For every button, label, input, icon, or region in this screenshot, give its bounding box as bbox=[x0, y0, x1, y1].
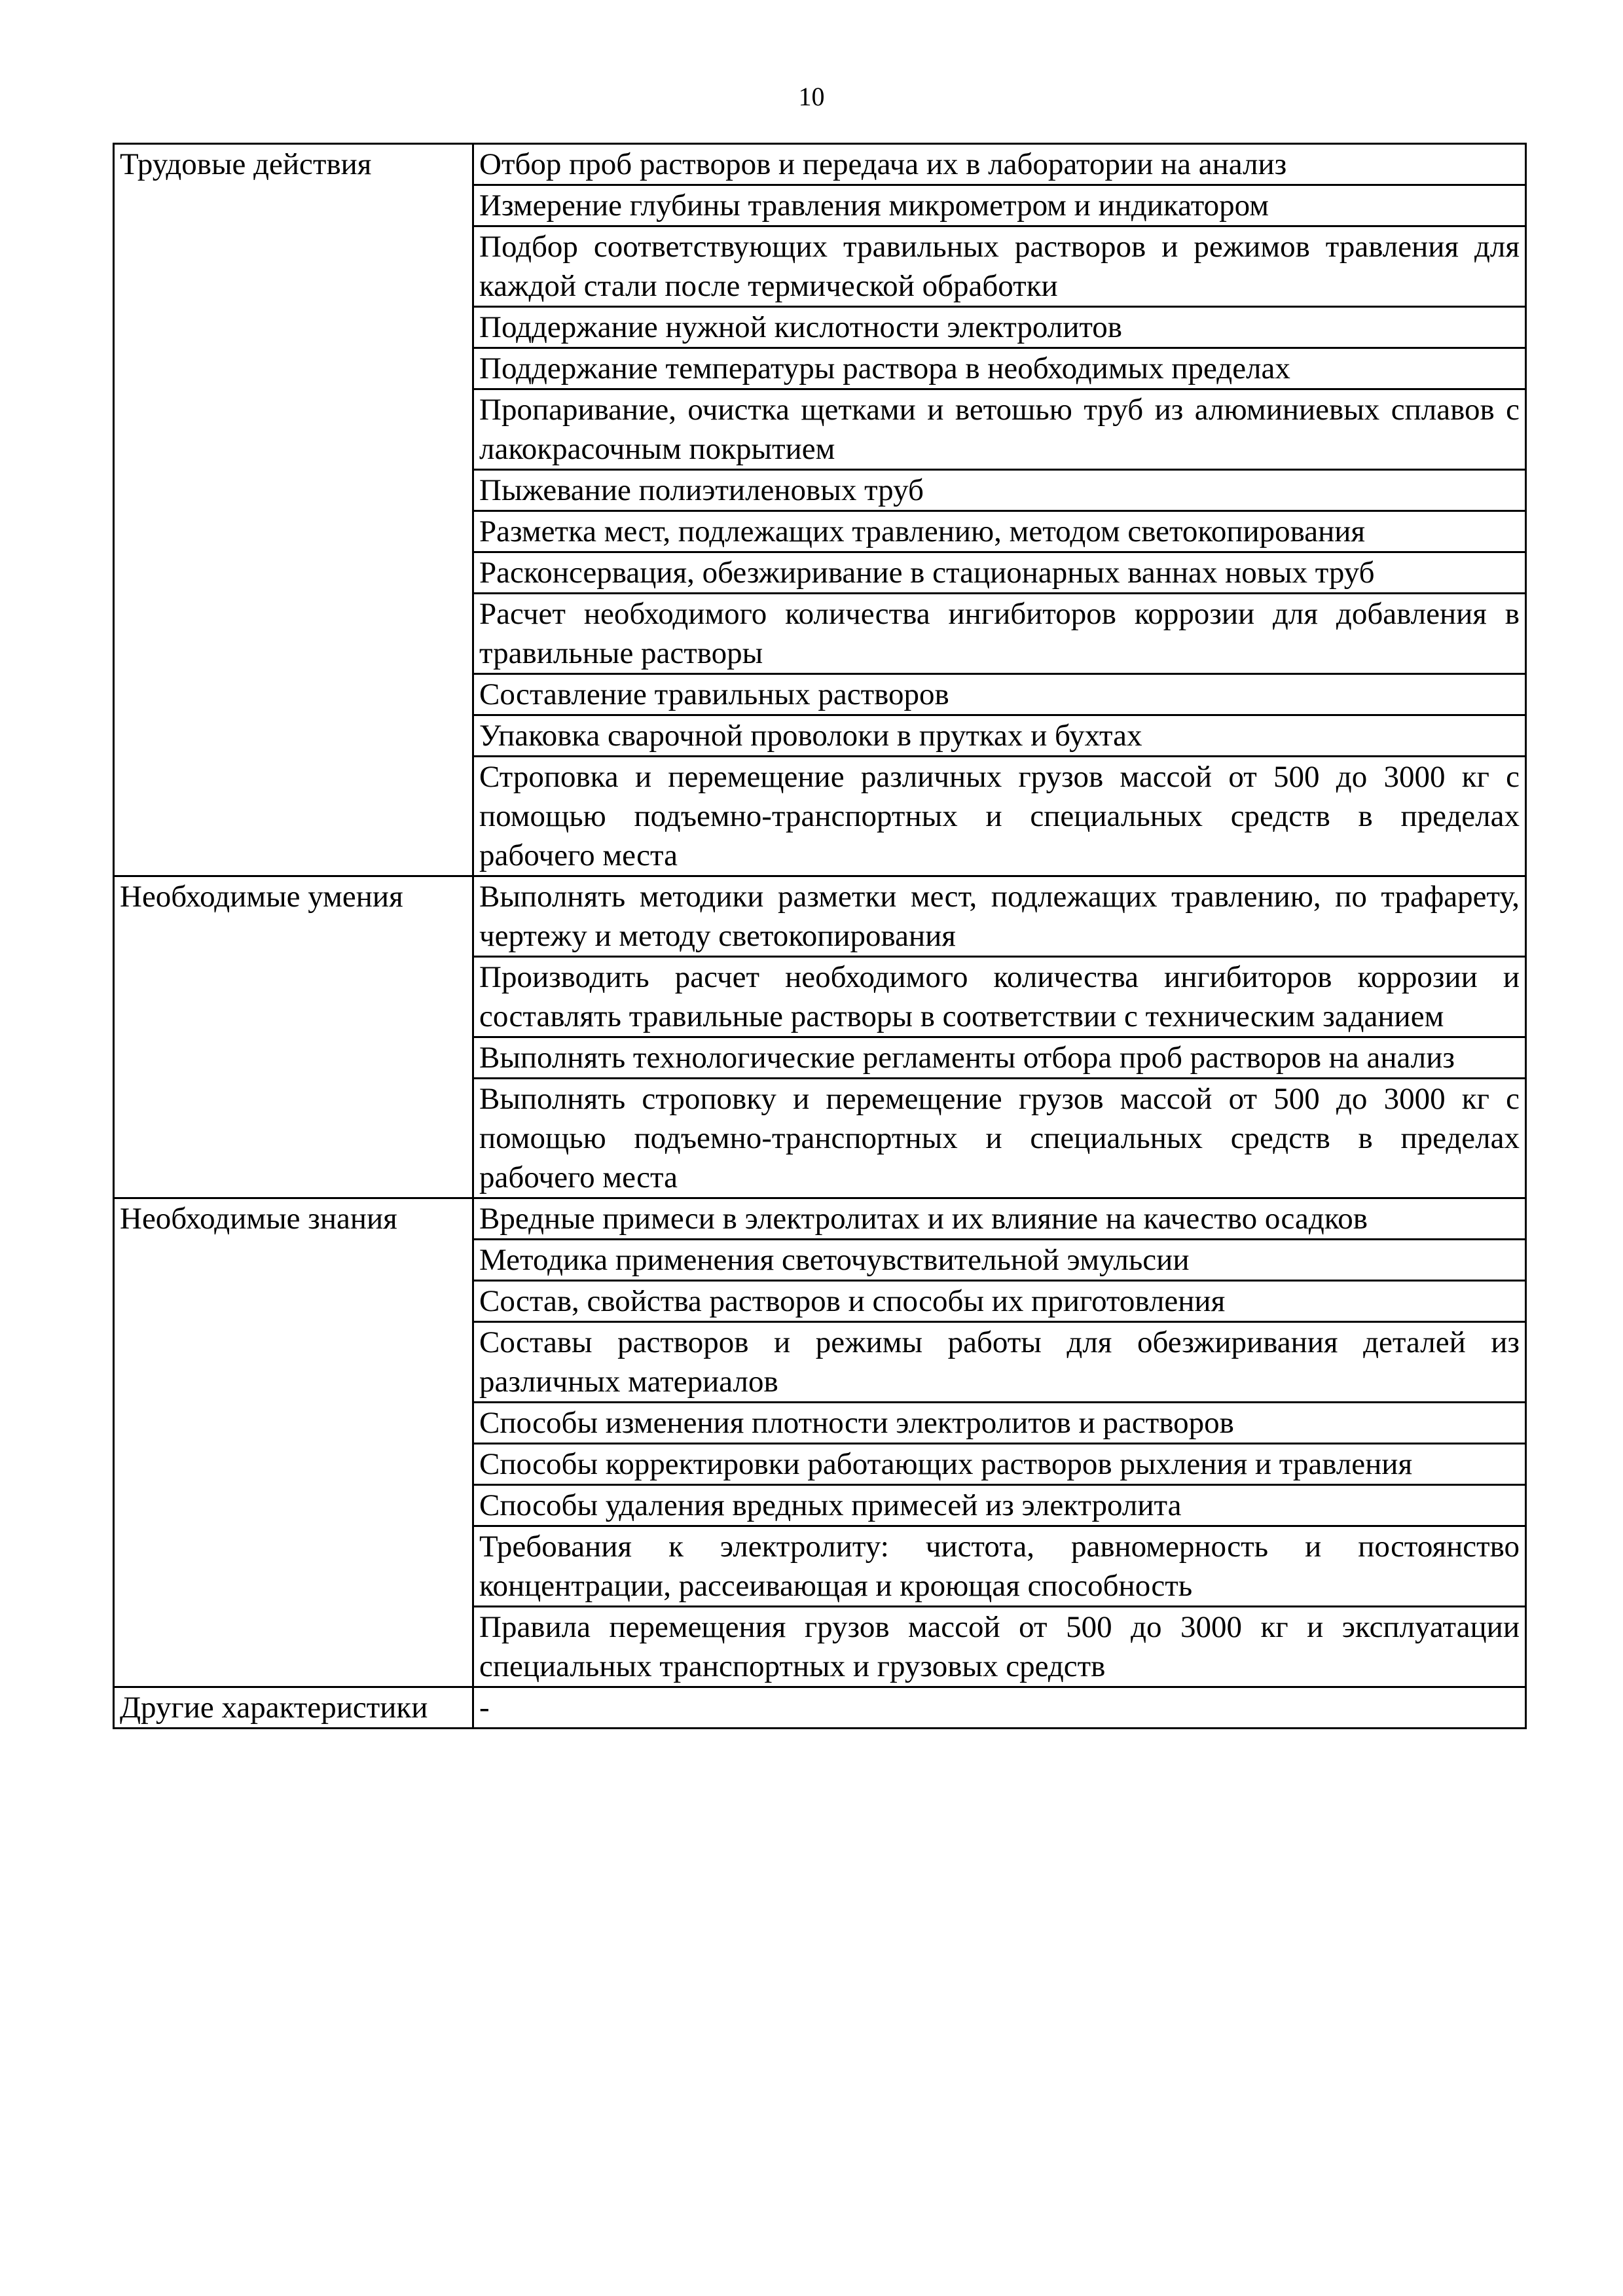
section-item: Составление травильных растворов bbox=[473, 674, 1526, 715]
table-row bbox=[114, 144, 1526, 185]
section-item: Упаковка сварочной проволоки в прутках и бухтах bbox=[473, 715, 1526, 757]
characteristics-table bbox=[113, 143, 1527, 1729]
section-item: Пропаривание, очистка щетками и ветошью труб из алюминиевых сплавов с лакокрасочным покрытием bbox=[473, 389, 1526, 470]
section-item: Разметка мест, подлежащих травлению, методом светокопирования bbox=[473, 511, 1526, 552]
section-item: Пыжевание полиэтиленовых труб bbox=[473, 470, 1526, 511]
section-label: Необходимые знания bbox=[114, 1198, 473, 1687]
section-item: Расконсервация, обезжиривание в стационарных ваннах новых труб bbox=[473, 552, 1526, 594]
section-item: Измерение глубины травления микрометром и индикатором bbox=[473, 185, 1526, 226]
table-row bbox=[114, 1687, 1526, 1729]
section-item: Выполнять методики разметки мест, подлежащих травлению, по трафарету, чертежу и методу светокопирования bbox=[473, 876, 1526, 957]
section-item: Расчет необходимого количества ингибиторов коррозии для добавления в травильные растворы bbox=[473, 594, 1526, 674]
section-item: Строповка и перемещение различных грузов массой от 500 до 3000 кг с помощью подъемно-транспортных и специальных средств в пределах рабочего места bbox=[473, 757, 1526, 876]
section-item: Подбор соответствующих травильных растворов и режимов травления для каждой стали после термической обработки bbox=[473, 226, 1526, 307]
section-item: Выполнять технологические регламенты отбора проб растворов на анализ bbox=[473, 1037, 1526, 1079]
section-item: Составы растворов и режимы работы для обезжиривания деталей из различных материалов bbox=[473, 1322, 1526, 1403]
table-row bbox=[114, 876, 1526, 957]
section-item: Поддержание температуры раствора в необходимых пределах bbox=[473, 348, 1526, 389]
section-label: Необходимые умения bbox=[114, 876, 473, 1198]
section-item: Отбор проб растворов и передача их в лаборатории на анализ bbox=[473, 144, 1526, 185]
section-label: Трудовые действия bbox=[114, 144, 473, 876]
section-item: Вредные примеси в электролитах и их влияние на качество осадков bbox=[473, 1198, 1526, 1240]
section-item: Методика применения светочувствительной эмульсии bbox=[473, 1240, 1526, 1281]
section-label: Другие характеристики bbox=[114, 1687, 473, 1729]
section-item: Состав, свойства растворов и способы их приготовления bbox=[473, 1281, 1526, 1322]
section-item: Требования к электролиту: чистота, равномерность и постоянство концентрации, рассеивающая и кроющая способность bbox=[473, 1526, 1526, 1607]
table-body bbox=[114, 144, 1526, 1729]
section-item: Производить расчет необходимого количества ингибиторов коррозии и составлять травильные растворы в соответствии с техническим заданием bbox=[473, 957, 1526, 1037]
section-item: Выполнять строповку и перемещение грузов массой от 500 до 3000 кг с помощью подъемно-транспортных и специальных средств в пределах рабочего места bbox=[473, 1079, 1526, 1198]
section-item: Способы изменения плотности электролитов и растворов bbox=[473, 1403, 1526, 1444]
table-row bbox=[114, 1198, 1526, 1240]
section-item: Правила перемещения грузов массой от 500 до 3000 кг и эксплуатации специальных транспортных и грузовых средств bbox=[473, 1607, 1526, 1687]
section-item: Способы удаления вредных примесей из электролита bbox=[473, 1485, 1526, 1526]
section-item: Способы корректировки работающих растворов рыхления и травления bbox=[473, 1444, 1526, 1485]
section-item: - bbox=[473, 1687, 1526, 1729]
page-number: 10 bbox=[798, 82, 825, 111]
section-item: Поддержание нужной кислотности электролитов bbox=[473, 307, 1526, 348]
